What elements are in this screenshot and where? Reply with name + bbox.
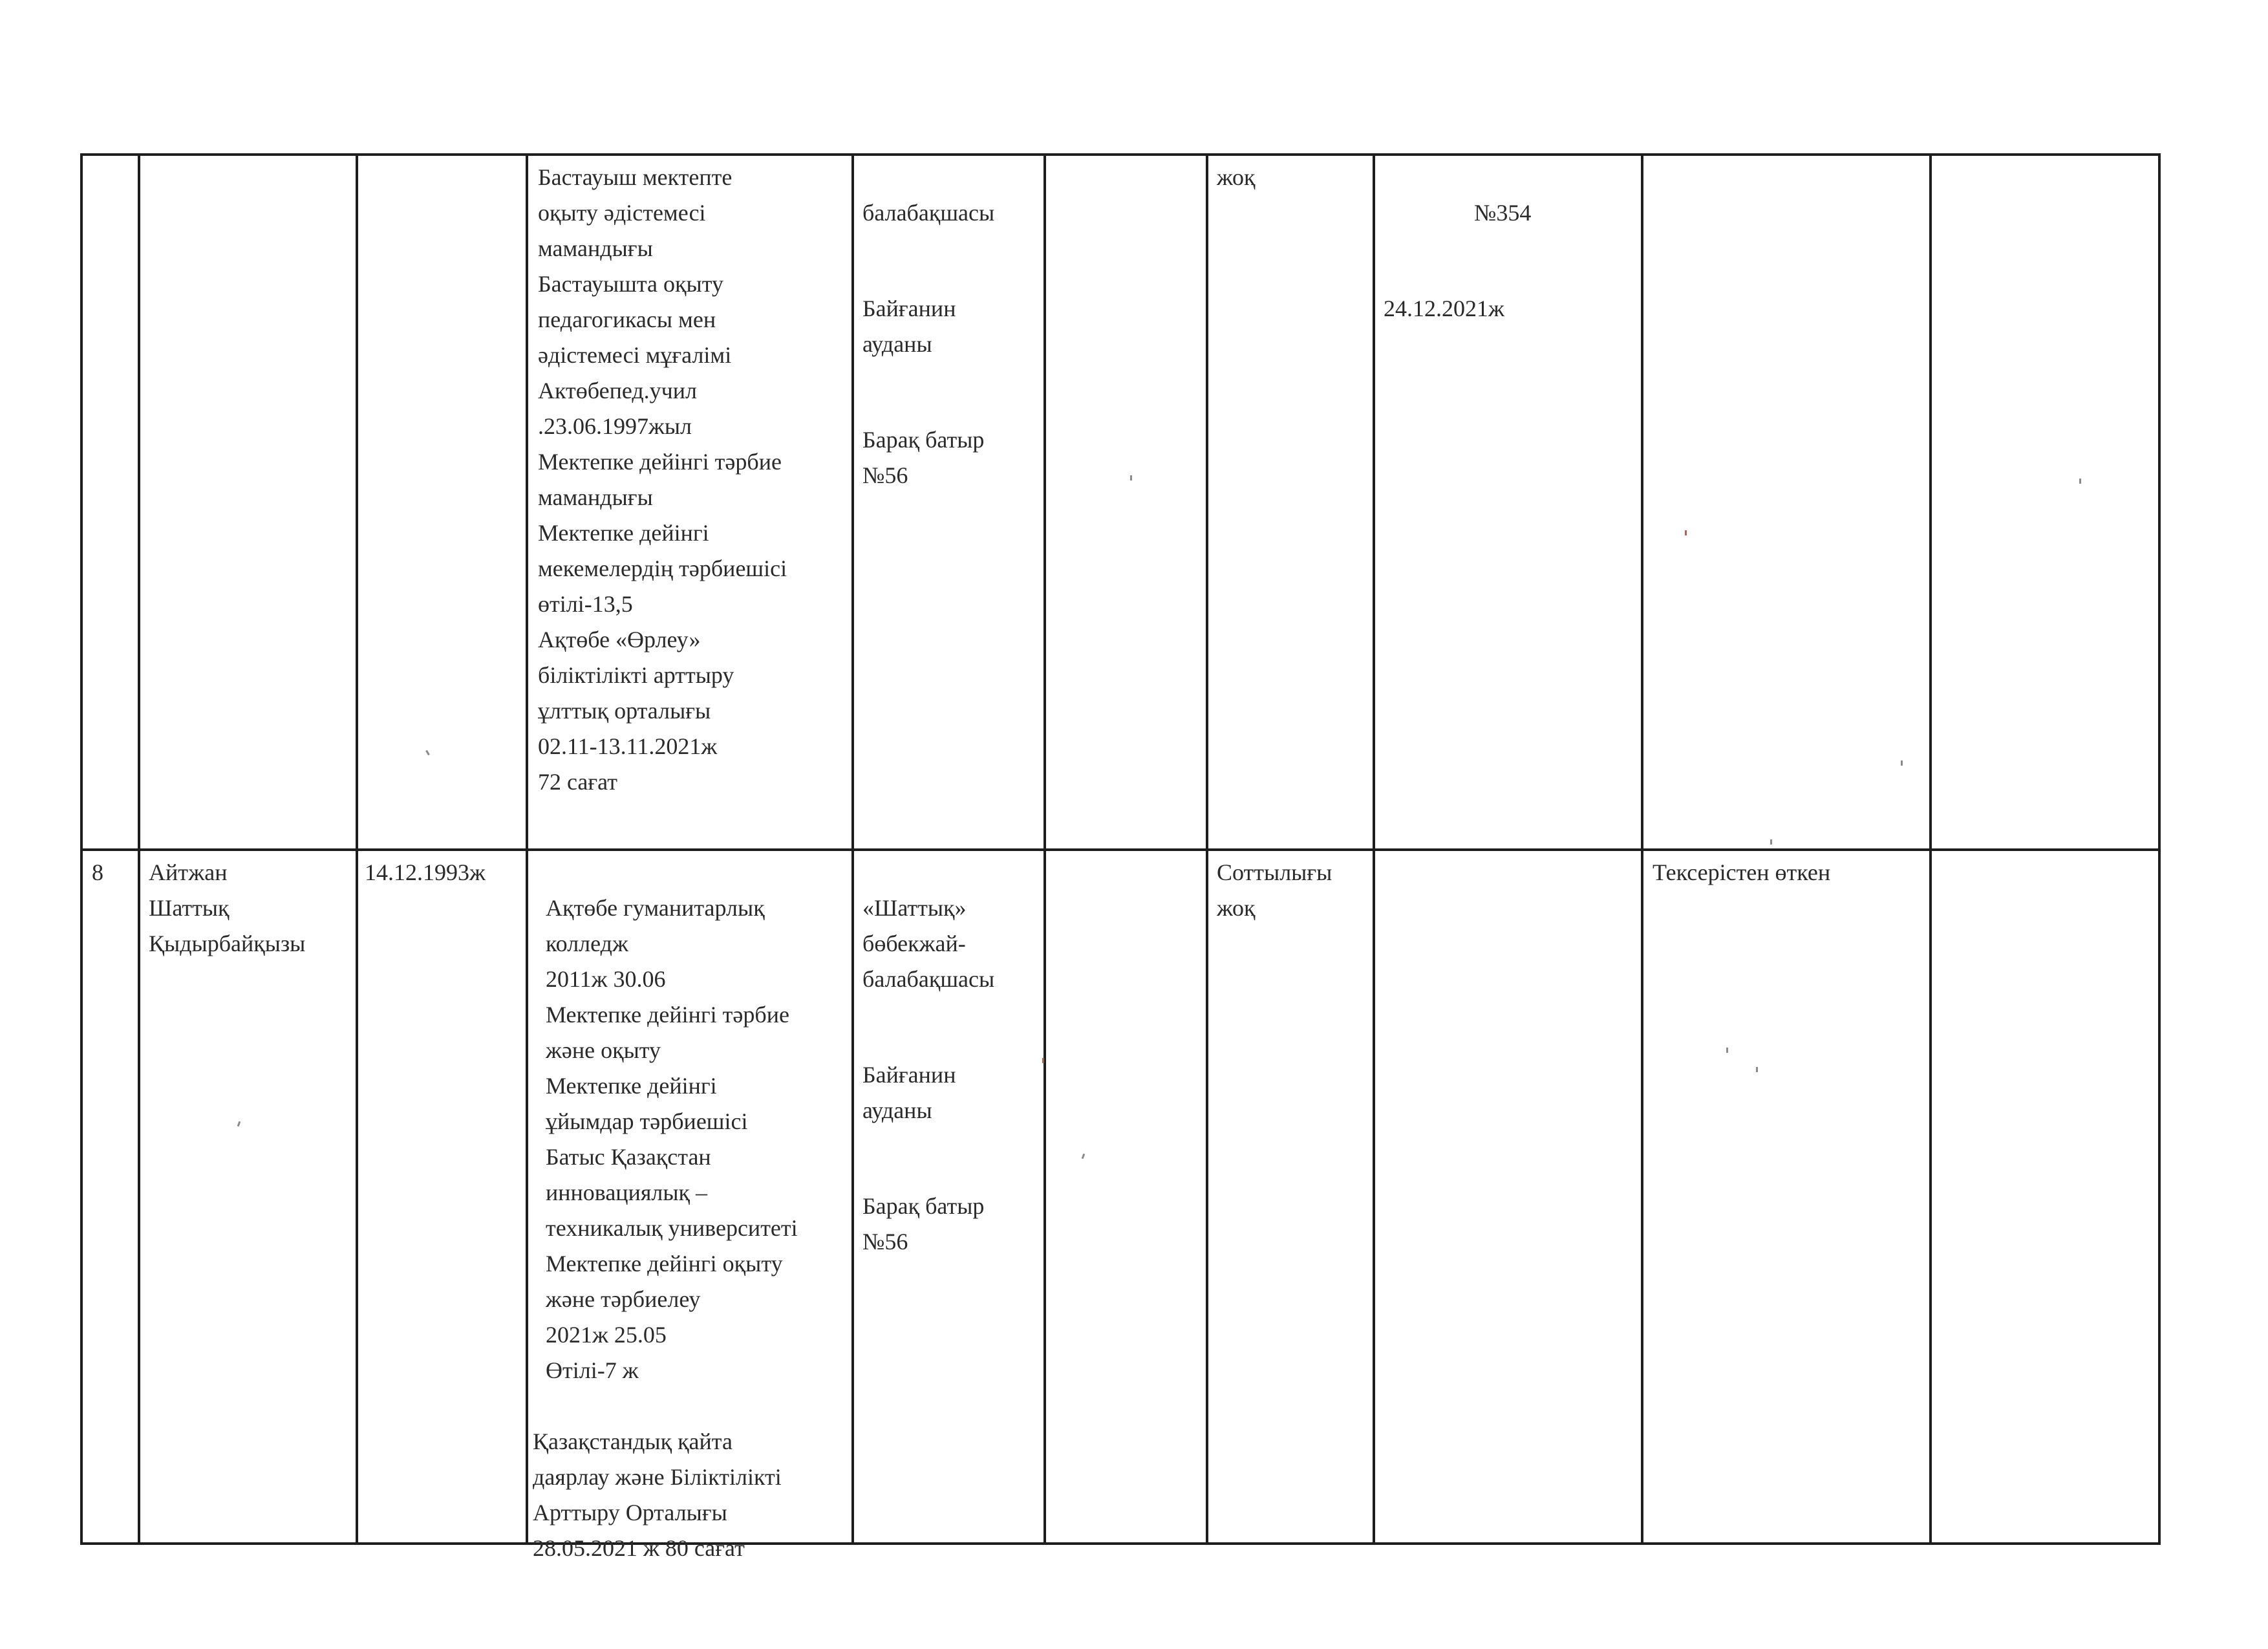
row1-education: Бастауыш мектепте оқыту әдістемесі мамандығы Бастауышта оқыту педагогикасы мен әдістемесі мұғалімі Актөбепед.учил .23.06.1997жыл Мектепке дейінгі тәрбие мамандығы Мектепке дейінгі мекемелердің тәрбиешісі өтілі-13,5 Ақтөбе «Өрлеу» біліктілікті арттыру ұлттық орталығы 02.11-13.11.2021ж 72 сағат [538, 164, 787, 795]
document-table [80, 153, 2161, 1561]
row2-workplace-org: «Шаттық» бөбекжай- балабақшасы [862, 895, 995, 992]
row2-education [533, 855, 850, 1602]
scan-speck [1042, 1058, 1044, 1063]
row2-number: 8 [92, 859, 103, 885]
scan-speck [1726, 1048, 1728, 1053]
row2-criminal-record: Соттылығы жоқ [1217, 859, 1332, 921]
column-divider [1043, 153, 1046, 1545]
table-border-right [2158, 153, 2161, 1545]
scan-speck [2079, 479, 2081, 484]
row1-order-date: 24.12.2021ж [1384, 296, 1504, 321]
row1-workplace-address: Барақ батыр №56 [862, 427, 985, 488]
scan-speck [1130, 475, 1132, 480]
table-border-top [80, 153, 2161, 156]
row2-education-main: Ақтөбе гуманитарлық колледж 2011ж 30.06 Мектепке дейінгі тәрбие және оқыту Мектепке дейінгі ұйымдар тәрбиешісі Батыс Қазақстан инновациялық – техникалық университеті Мектепке дейінгі оқыту және тәрбиелеу 2021ж 25.05 Өтілі-7 ж [546, 895, 798, 1383]
column-divider [138, 153, 140, 1545]
row2-check-status: Тексерістен өткен [1653, 859, 1831, 885]
row2-birth-date: 14.12.1993ж [365, 859, 486, 885]
row2-workplace-district: Байғанин ауданы [862, 1062, 956, 1123]
scan-speck [1756, 1067, 1758, 1072]
row1-workplace-district: Байғанин ауданы [862, 296, 956, 357]
scan-speck [1770, 839, 1772, 845]
row2-name: Айтжан Шаттық Қыдырбайқызы [149, 859, 306, 956]
column-divider [1641, 153, 1643, 1545]
row1-workplace-org: балабақшасы [862, 200, 995, 226]
row1-order-number: №354 [1474, 200, 1532, 226]
scan-speck [1685, 530, 1687, 535]
column-divider [526, 153, 528, 1545]
row1-order [1384, 160, 1638, 362]
row1-workplace [862, 160, 1041, 529]
table-row-divider [80, 848, 2161, 851]
table-border-bottom [80, 1542, 2161, 1545]
column-divider [851, 153, 854, 1545]
row1-criminal-record: жоқ [1217, 164, 1256, 190]
row2-education-course: Қазақстандық қайта даярлау және Біліктілікті Арттыру Орталығы 28.05.2021 ж 80 сағат [533, 1428, 782, 1561]
column-divider [1206, 153, 1208, 1545]
row2-workplace [862, 855, 1041, 1295]
scan-speck [1901, 760, 1903, 766]
column-divider [1373, 153, 1375, 1545]
column-divider [1929, 153, 1932, 1545]
row2-workplace-address: Барақ батыр №56 [862, 1193, 985, 1255]
table-border-left [80, 153, 83, 1545]
column-divider [356, 153, 358, 1545]
